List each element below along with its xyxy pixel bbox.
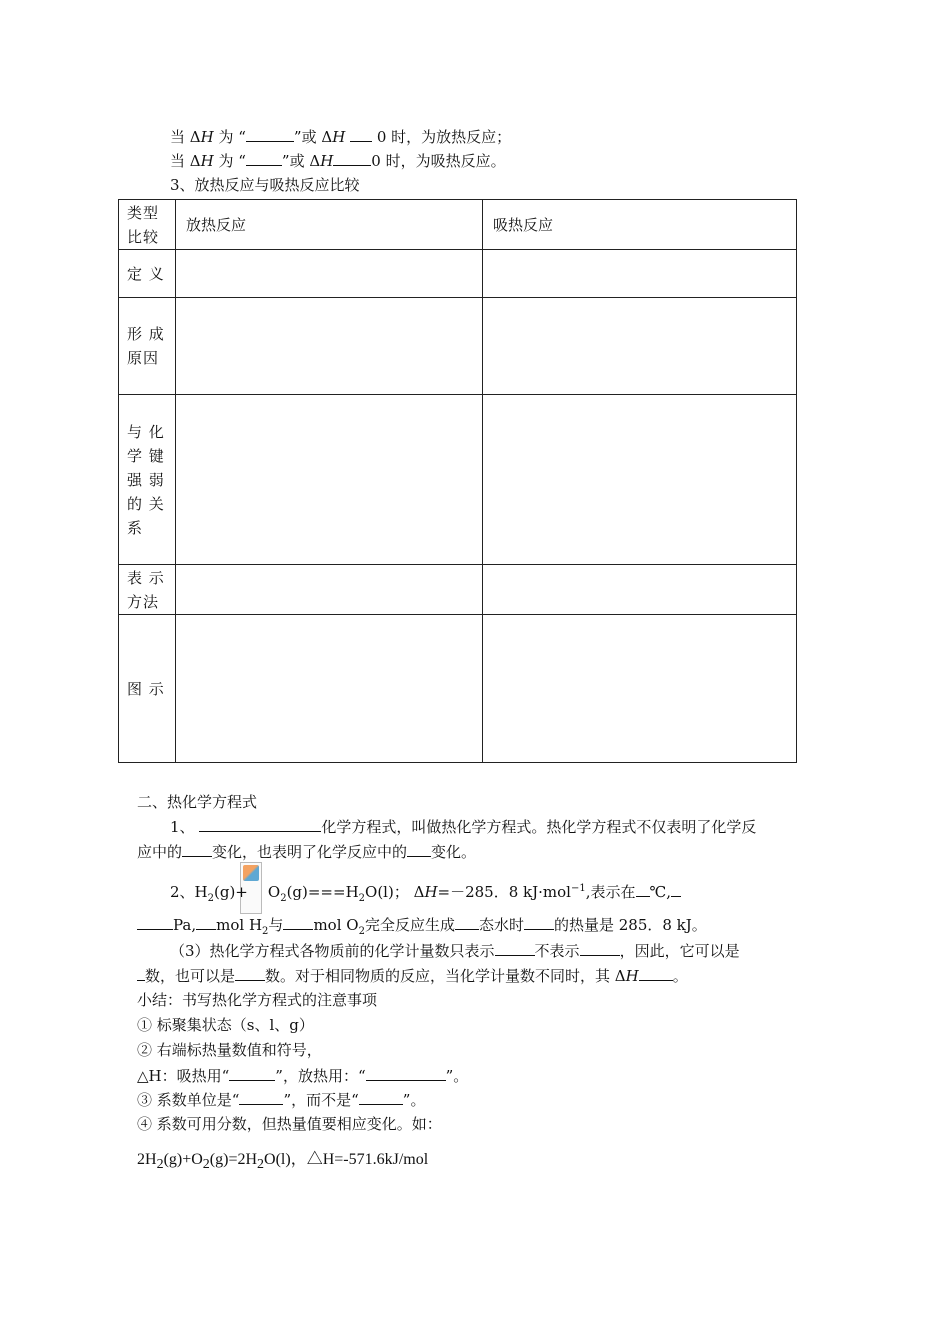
row-label-representation: 表 示 方法 xyxy=(119,565,176,615)
table-header-row xyxy=(119,200,797,250)
blank[interactable] xyxy=(671,882,681,897)
blank[interactable] xyxy=(455,915,479,930)
row-label-cause: 形 成 原因 xyxy=(119,298,176,395)
answer-cell[interactable] xyxy=(483,298,797,395)
paragraph-1-cont: 应中的 变化，也表明了化学反应中的 变化。 xyxy=(137,843,477,861)
paragraph-3-cont: 数，也可以是 数。对于相同物质的反应，当化学计量数不同时，其 ΔH 。 xyxy=(137,966,688,986)
table-row xyxy=(119,250,797,298)
summary-item-2: ② 右端标热量数值和符号， xyxy=(137,1041,322,1059)
blank[interactable] xyxy=(137,966,145,981)
blank[interactable] xyxy=(495,941,535,956)
row-label-diagram: 图 示 xyxy=(119,615,176,763)
answer-cell[interactable] xyxy=(483,395,797,565)
answer-cell[interactable] xyxy=(176,615,483,763)
blank[interactable] xyxy=(229,1066,275,1081)
answer-cell[interactable] xyxy=(176,395,483,565)
blank[interactable] xyxy=(182,842,212,857)
table-row xyxy=(119,565,797,615)
blank[interactable] xyxy=(580,941,620,956)
blank[interactable] xyxy=(283,915,313,930)
example-equation: $2H_2(g)+O_2(g)=2H_2O(l)$，△H=-571.6kJ/mol xyxy=(137,1151,429,1173)
blank[interactable] xyxy=(333,151,371,166)
header-label: 类型 比较 xyxy=(119,200,176,250)
blank[interactable] xyxy=(246,151,282,166)
section-title: 二、热化学方程式 xyxy=(137,793,258,811)
blank[interactable] xyxy=(359,1090,403,1105)
blank[interactable] xyxy=(524,915,554,930)
intro-line-exothermic: 当 ΔH 为 “ ”或 ΔH 0 时，为放热反应； xyxy=(170,128,512,146)
blank[interactable] xyxy=(636,882,650,897)
summary-title: 小结：书写热化学方程式的注意事项 xyxy=(137,991,378,1009)
answer-cell[interactable] xyxy=(483,615,797,763)
paragraph-3: （3）热化学方程式各物质前的化学计量数只表示 不表示 ，因此，它可以是 xyxy=(170,942,740,960)
header-exothermic: 放热反应 xyxy=(176,200,483,250)
summary-item-2b: △H：吸热用“ ”，放热用：“ ”。 xyxy=(137,1067,469,1085)
answer-cell[interactable] xyxy=(483,565,797,615)
comparison-table xyxy=(118,199,797,763)
paragraph-2: 2、$H_2(g)+ O_2(g)===H_2O(l)$； ΔH=－285．8 kJ·mol$^{-1}$,表示在 ℃, xyxy=(170,879,681,909)
blank[interactable] xyxy=(246,127,294,142)
row-label-definition: 定 义 xyxy=(119,250,176,298)
heading-comparison: 3、放热反应与吸热反应比较 xyxy=(170,176,360,194)
blank[interactable] xyxy=(199,817,321,832)
blank[interactable] xyxy=(639,966,673,981)
blank[interactable] xyxy=(235,966,265,981)
answer-cell[interactable] xyxy=(176,250,483,298)
blank[interactable] xyxy=(196,915,216,930)
answer-cell[interactable] xyxy=(483,250,797,298)
blank[interactable] xyxy=(350,127,372,142)
row-label-bond-strength: 与 化 学 键 强 弱 的 关 系 xyxy=(119,395,176,565)
table-row xyxy=(119,615,797,763)
paragraph-2-cont: Pa, mol $H_2$与 mol $O_2$完全反应生成 态水时 的热量是 285．8 kJ。 xyxy=(137,915,707,942)
intro-line-endothermic: 当 ΔH 为 “ ”或 ΔH 0 时，为吸热反应。 xyxy=(170,152,506,170)
header-endothermic: 吸热反应 xyxy=(483,200,797,250)
blank[interactable] xyxy=(137,915,173,930)
paragraph-1: 1、 化学方程式，叫做热化学方程式。热化学方程式不仅表明了化学反 xyxy=(170,818,757,836)
blank[interactable] xyxy=(407,842,431,857)
blank[interactable] xyxy=(239,1090,283,1105)
table-row xyxy=(119,395,797,565)
summary-item-4: ④ 系数可用分数，但热量值要相应变化。如： xyxy=(137,1115,442,1133)
answer-cell[interactable] xyxy=(176,298,483,395)
answer-cell[interactable] xyxy=(176,565,483,615)
table-row xyxy=(119,298,797,395)
blank[interactable] xyxy=(366,1066,446,1081)
summary-item-1: ① 标聚集状态（s、l、g） xyxy=(137,1016,314,1034)
summary-item-3: ③ 系数单位是“ ”，而不是“ ”。 xyxy=(137,1091,426,1109)
